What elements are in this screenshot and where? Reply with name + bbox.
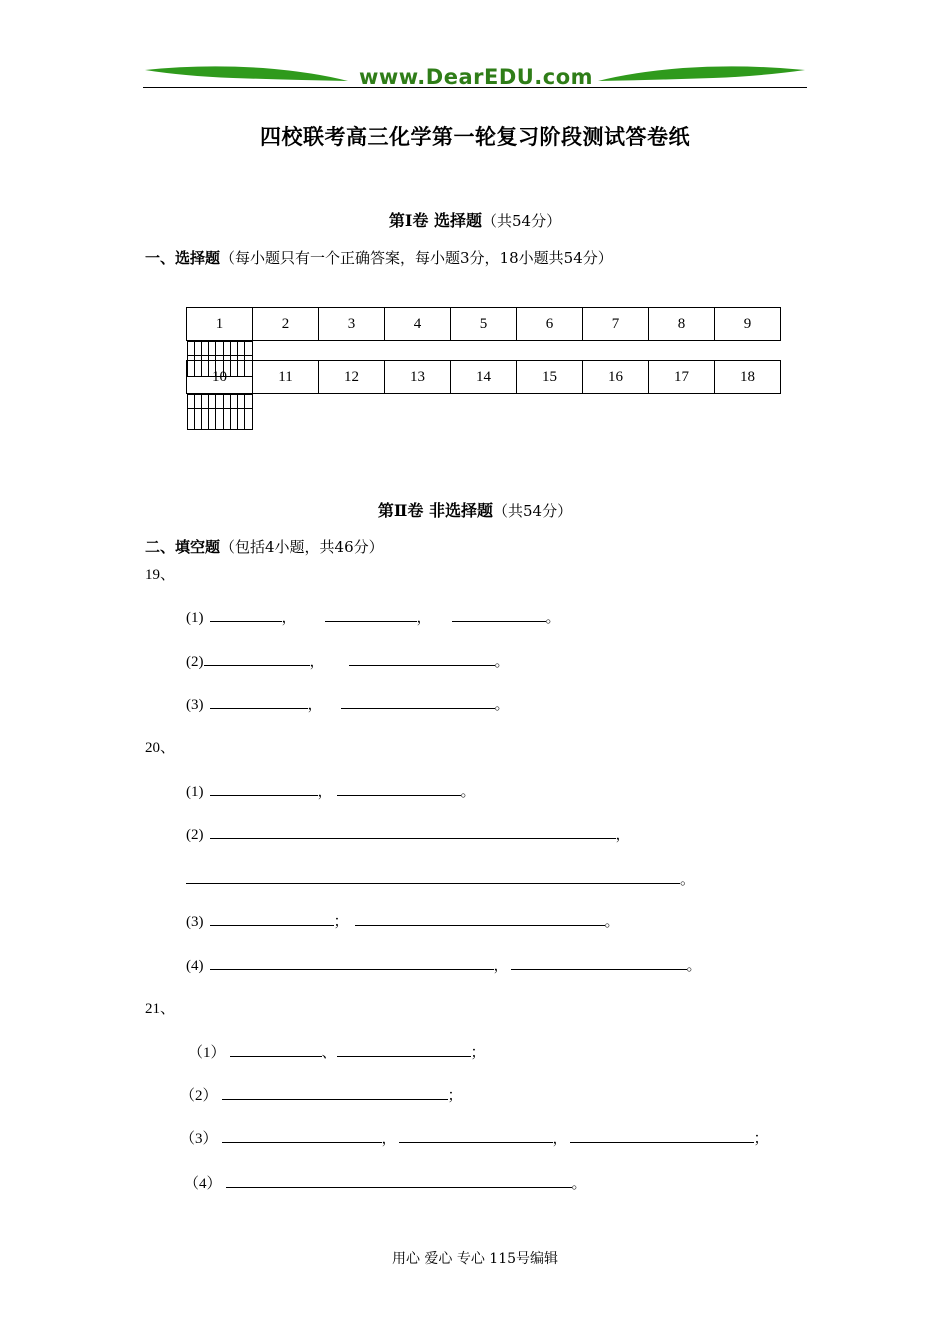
- part1-heading: [0, 208, 950, 231]
- table-cell: 2: [253, 308, 319, 341]
- table-row: [187, 394, 253, 409]
- answer-blank[interactable]: [226, 1173, 572, 1188]
- table-cell: 5: [451, 308, 517, 341]
- answer-blank[interactable]: [204, 651, 310, 666]
- period: 。: [460, 784, 476, 800]
- part-label: (2): [186, 827, 204, 843]
- table-cell: 7: [583, 308, 649, 341]
- part-label: （4）: [184, 1176, 222, 1192]
- comma: ，: [307, 697, 323, 713]
- period: 。: [571, 1176, 587, 1192]
- period: 。: [604, 914, 620, 930]
- q19-part3: [186, 693, 510, 714]
- table-cell: 11: [253, 361, 319, 394]
- part2-note: （共54分）: [492, 502, 573, 520]
- part2-heading: [0, 498, 950, 521]
- answer-table: [186, 307, 781, 413]
- answer-cell[interactable]: [238, 342, 245, 377]
- document-title: 四校联考高三化学第一轮复习阶段测试答卷纸: [260, 124, 690, 149]
- answer-cell[interactable]: [230, 395, 237, 430]
- answer-cell[interactable]: [245, 395, 252, 430]
- comma: ，: [317, 784, 333, 800]
- part1-note: （共54分）: [481, 212, 562, 230]
- table-cell: 12: [319, 361, 385, 394]
- table-cell: 14: [451, 361, 517, 394]
- answer-blank[interactable]: [341, 694, 495, 709]
- header-rule: [143, 87, 807, 88]
- answer-blank[interactable]: [325, 607, 417, 622]
- table-cell: 18: [715, 361, 781, 394]
- page-footer: 用心 爱心 专心 115号编辑: [391, 1251, 559, 1267]
- answer-blank[interactable]: [210, 824, 616, 839]
- answer-blank[interactable]: [399, 1128, 553, 1143]
- q20-part3: [186, 910, 620, 931]
- table-cell: 17: [649, 361, 715, 394]
- table-cell: 13: [385, 361, 451, 394]
- answer-cell[interactable]: [216, 395, 223, 430]
- answer-cell[interactable]: [194, 395, 201, 430]
- section1-heading: [145, 247, 613, 268]
- answer-cell[interactable]: [245, 342, 252, 377]
- answer-blank[interactable]: [210, 607, 282, 622]
- comma: ，: [552, 1131, 568, 1147]
- answer-blank[interactable]: [230, 1042, 322, 1057]
- section2-note: （包括4小题，共46分）: [220, 538, 384, 556]
- part-label: （2）: [180, 1088, 218, 1104]
- period: 。: [545, 610, 561, 626]
- q21-part4: [184, 1172, 587, 1193]
- part-label: (4): [186, 958, 204, 974]
- answer-blank[interactable]: [511, 955, 687, 970]
- comma: ，: [381, 1131, 397, 1147]
- table-cell: 6: [517, 308, 583, 341]
- q20-part1: [186, 780, 476, 801]
- table-cell: 9: [715, 308, 781, 341]
- q20-part4: [186, 954, 702, 975]
- answer-blank[interactable]: [337, 1042, 471, 1057]
- answer-blank[interactable]: [210, 694, 308, 709]
- answer-cell[interactable]: [230, 342, 237, 377]
- q21-part2: [180, 1084, 463, 1105]
- table-row: [187, 361, 781, 394]
- table-cell: 10: [187, 361, 253, 394]
- answer-cell[interactable]: [209, 395, 216, 430]
- table-cell: 4: [385, 308, 451, 341]
- answer-blank[interactable]: [570, 1128, 754, 1143]
- section1-note: （每小题只有一个正确答案，每小题3分，18小题共54分）: [220, 249, 613, 267]
- semicolon: ；: [753, 1131, 769, 1147]
- comma: ，: [281, 610, 297, 626]
- q19-number: 19、: [145, 567, 176, 583]
- answer-blank[interactable]: [222, 1085, 448, 1100]
- section2-label: 二、填空题: [145, 538, 221, 556]
- answer-blank[interactable]: [222, 1128, 382, 1143]
- period: 。: [680, 872, 696, 888]
- answer-blank[interactable]: [355, 911, 605, 926]
- part-label: (1): [186, 784, 204, 800]
- q20-number: 20、: [145, 740, 176, 756]
- section1-label: 一、选择题: [145, 249, 221, 267]
- comma: ，: [493, 958, 509, 974]
- comma: ，: [615, 827, 631, 843]
- comma: ，: [309, 654, 325, 670]
- q20-part2-continued: [186, 868, 695, 889]
- part-label: （1）: [188, 1045, 226, 1061]
- period: 。: [494, 654, 510, 670]
- part1-title: 第Ⅰ卷 选择题: [388, 211, 482, 230]
- table-row: [187, 341, 253, 356]
- answer-blank[interactable]: [349, 651, 495, 666]
- answer-cell[interactable]: [201, 395, 208, 430]
- answer-cell[interactable]: [238, 395, 245, 430]
- q21-part3: [180, 1127, 769, 1148]
- part-label: (3): [186, 697, 204, 713]
- part-label: (1): [186, 610, 204, 626]
- dun-mark: 、: [321, 1045, 337, 1061]
- part2-title: 第Ⅱ卷 非选择题: [377, 501, 493, 520]
- period: 。: [494, 697, 510, 713]
- answer-cell[interactable]: [187, 395, 194, 430]
- semicolon: ；: [447, 1088, 463, 1104]
- answer-blank[interactable]: [210, 911, 334, 926]
- comma: ，: [416, 610, 432, 626]
- answer-blank[interactable]: [337, 781, 461, 796]
- header-logo-text: www.DearEDU.com: [358, 65, 594, 89]
- semicolon: ；: [470, 1045, 486, 1061]
- q20-part2: [186, 823, 631, 844]
- table-row: [187, 308, 781, 341]
- table-cell: 1: [187, 308, 253, 341]
- q19-part1: [186, 606, 561, 627]
- answer-blank[interactable]: [210, 955, 494, 970]
- period: 。: [686, 958, 702, 974]
- part-label: （3）: [180, 1131, 218, 1147]
- table-cell: 8: [649, 308, 715, 341]
- q19-part2: [186, 650, 510, 671]
- table-cell: 16: [583, 361, 649, 394]
- table-cell: 3: [319, 308, 385, 341]
- q21-part1: [188, 1041, 486, 1062]
- answer-cell[interactable]: [201, 342, 208, 377]
- q21-number: 21、: [145, 1001, 176, 1017]
- semicolon: ；: [333, 914, 349, 930]
- part-label: (3): [186, 914, 204, 930]
- answer-blank[interactable]: [210, 781, 318, 796]
- answer-cell[interactable]: [223, 395, 230, 430]
- answer-cell[interactable]: [194, 342, 201, 377]
- answer-cell[interactable]: [187, 342, 194, 377]
- table-cell: 15: [517, 361, 583, 394]
- answer-blank[interactable]: [452, 607, 546, 622]
- section2-heading: [145, 536, 384, 557]
- answer-blank[interactable]: [186, 869, 680, 884]
- part-label: (2): [186, 654, 204, 670]
